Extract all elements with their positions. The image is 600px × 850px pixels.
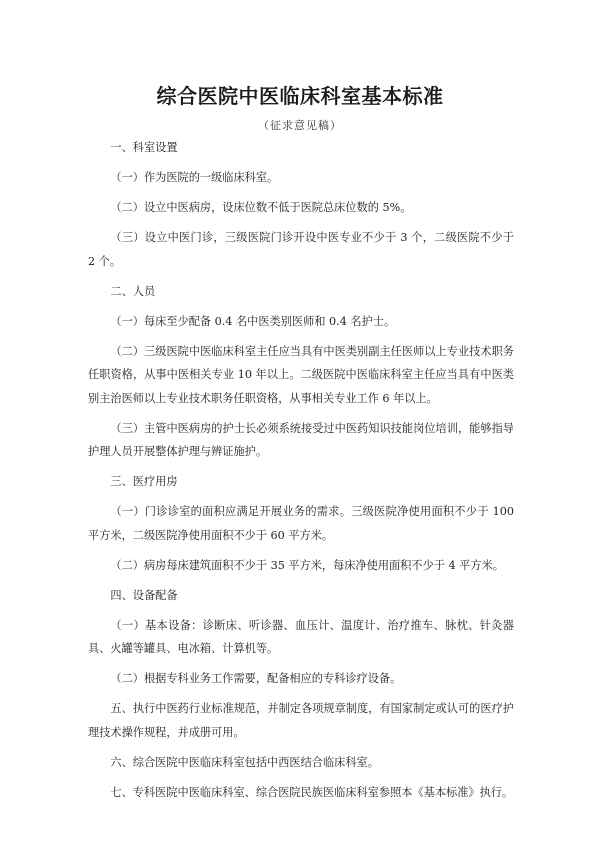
paragraph: （二）三级医院中医临床科室主任应当具有中医类别副主任医师以上专业技术职务任职资格，从事中医相关专业 10 年以上。二级医院中医临床科室主任应当具有中医类别主治医师以上专业技术职务任职资格，从事相关专业工作 6 年以上。 (88, 344, 514, 405)
paragraph: （一）每床至少配备 0.4 名中医类别医师和 0.4 名护士。 (110, 314, 396, 328)
closing-paragraph: 五、执行中医药行业标准规范，并制定各项规章制度，有国家制定或认可的医疗护理技术操作规程，并成册可用。 (88, 702, 514, 739)
paragraph: （三）主管中医病房的护士长必须系统接受过中医药知识技能岗位培训，能够指导护理人员开展整体护理与辨证施护。 (88, 421, 514, 458)
closing-paragraph: 七、专科医院中医临床科室、综合医院民族医临床科室参照本《基本标准》执行。 (110, 785, 514, 799)
paragraph: （二）根据专科业务工作需要，配备相应的专科诊疗设备。 (110, 672, 402, 685)
paragraph: （一）作为医院的一级临床科室。 (110, 171, 279, 184)
paragraph: （二）设立中医病房，设床位数不低于医院总床位数的 5%。 (110, 201, 412, 214)
paragraph: （二）病房每床建筑面积不少于 35 平方米，每床净使用面积不少于 4 平方米。 (110, 558, 504, 572)
paragraph: （三）设立中医门诊，三级医院门诊开设中医专业不少于 3 个，二级医院不少于 2 个。 (88, 231, 514, 268)
section-heading: 二、人员 (110, 284, 156, 298)
section-heading: 四、设备配备 (110, 588, 178, 602)
section-heading: 一、科室设置 (110, 141, 178, 154)
closing-paragraph: 六、综合医院中医临床科室包括中西医结合临床科室。 (110, 755, 379, 769)
section-heading: 三、医疗用房 (110, 475, 178, 488)
paragraph: （一）门诊诊室的面积应满足开展业务的需求。三级医院净使用面积不少于 100 平方米，二级医院净使用面积不少于 60 平方米。 (88, 505, 514, 542)
page-subtitle: （征求意见稿） (258, 119, 342, 132)
page-title: 综合医院中医临床科室基本标准 (156, 84, 444, 108)
paragraph: （一）基本设备：诊断床、听诊器、血压计、温度计、治疗推车、脉枕、针灸器具、火罐等罐具、电冰箱、计算机等。 (88, 618, 514, 655)
document-body (88, 136, 514, 811)
